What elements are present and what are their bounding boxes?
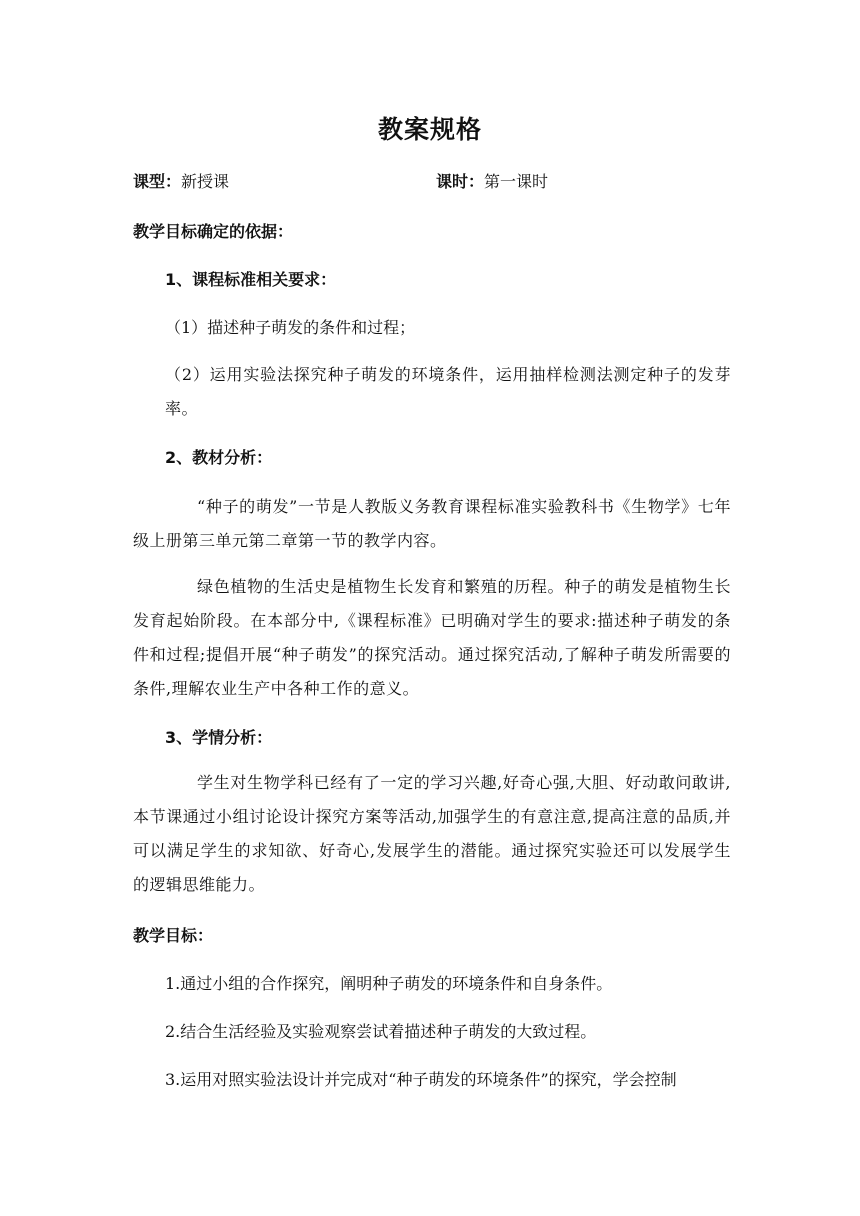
class-period (436, 172, 548, 192)
course-type-value: 新授课 (181, 172, 230, 191)
section2-para2: 绿色植物的生活史是植物生长发育和繁殖的历程。种子的萌发是植物生长发育起始阶段。在本部分中,《课程标准》已明确对学生的要求:描述种子萌发的条件和过程;提倡开展“种子萌发”的探究活动。通过探究活动,了解种子萌发所需要的条件,理解农业生产中各种工作的意义。 (133, 577, 731, 698)
goal-item: 1.通过小组的合作探究，阐明种子萌发的环境条件和自身条件。 (165, 974, 613, 993)
goal-item: 2.结合生活经验及实验观察尝试着描述种子萌发的大致过程。 (165, 1022, 597, 1041)
section1-item1: （1）描述种子萌发的条件和过程； (165, 318, 416, 337)
section2-heading: 2、教材分析： (165, 448, 273, 467)
course-type (133, 172, 229, 192)
section1-heading: 1、课程标准相关要求： (165, 270, 337, 289)
section1-item2: （2）运用实验法探究种子萌发的环境条件，运用抽样检测法测定种子的发芽率。 (165, 365, 731, 418)
page-title: 教案规格 (377, 115, 482, 144)
section2-para1: “种子的萌发”一节是人教版义务教育课程标准实验教科书《生物学》七年级上册第三单元第二章第一节的教学内容。 (133, 497, 731, 550)
basis-heading: 教学目标确定的依据： (133, 222, 294, 241)
section3-para1: 学生对生物学科已经有了一定的学习兴趣,好奇心强,大胆、好动敢问敢讲,本节课通过小组讨论设计探究方案等活动,加强学生的有意注意,提高注意的品质,并可以满足学生的求知欲、好奇心,发展学生的潜能。通过探究实验还可以发展学生的逻辑思维能力。 (133, 773, 731, 894)
period-value: 第一课时 (484, 172, 549, 191)
course-type-label: 课型： (133, 172, 182, 191)
period-label: 课时： (436, 172, 485, 191)
goals-heading: 教学目标： (133, 926, 214, 945)
goal-item: 3.运用对照实验法设计并完成对“种子萌发的环境条件”的探究，学会控制 (165, 1070, 677, 1089)
section3-heading: 3、学情分析： (165, 728, 273, 747)
